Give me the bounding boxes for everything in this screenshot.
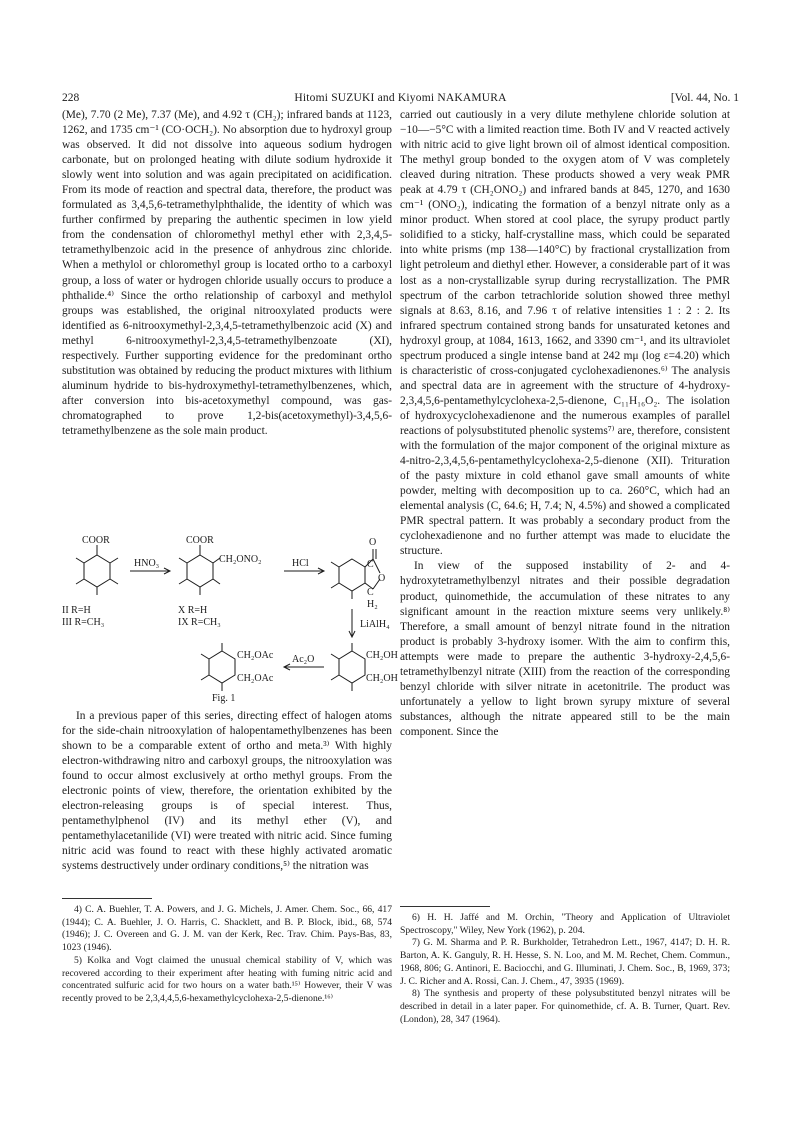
footnote-rule-left: [62, 898, 152, 899]
h2-label: H₂: [367, 599, 378, 610]
footnote: 6) H. H. Jaffé and M. Orchin, "Theory and Application of Ultraviolet Spectroscopy," Wiley, New York (1962), p. 204.: [400, 912, 730, 936]
footnote: 4) C. A. Buehler, T. A. Powers, and J. G. Michels, J. Amer. Chem. Soc., 66, 417 (1944); C. A. Buehler, J. O. Harris, C. Shacklett, and B. P. Block, ibid., 68, 574 (1946); J. C. Overeen and G. J. M. van der Kerk, Rec. Trav. Chim. Pays-Bas, 83, 1023 (1946).: [62, 904, 392, 954]
compound-x-label: X R=H: [178, 605, 208, 616]
ch2oac2-label: CH₂OAc: [237, 673, 274, 684]
left-column-top: [62, 108, 392, 439]
running-header: [62, 92, 739, 108]
reaction-scheme-figure: [62, 533, 398, 707]
footnote: 8) The synthesis and property of these polysubstituted benzyl nitrates will be described in detail in a later paper. For quinomethide, cf. A. B. Turner, Quart. Rev. (London), 28, 347 (1964).: [400, 988, 730, 1025]
paragraph: In view of the supposed instability of 2- and 4-hydroxytetramethylbenzyl nitrates and their possible degradation product, quinomethide, the accumulation of these nitrates to any significant amount in the reaction mixture seems very unlikely.⁸⁾ Therefore, a small amount of benzyl nitrate found in the nitration product is probably 3-hydroxy isomer. With the aim to confirm this, attempts were made to prepare the authentic 3-hydroxy-2,4,5,6-tetramethylbenzyl nitrate (XIII) from the reaction of the corresponding benzyl chloride with silver nitrate in acetonitrile. The product was unfortunately a yellow to light brown syrupy mixture of several substances, although the nitrate appeared still to be the main component. Since the: [400, 560, 730, 738]
hcl-label: HCl: [292, 558, 309, 569]
footnotes-left: [62, 904, 392, 1006]
cooh1-label: COOR: [82, 535, 110, 546]
footnotes-right: [400, 912, 730, 1026]
running-authors: Hitomi SUZUKI and Kiyomi NAKAMURA: [294, 92, 507, 104]
paragraph: In a previous paper of this series, directing effect of halogen atoms for the side-chain nitrooxylation of halopentamethylbenzenes has been shown to be a comparable extent of ortho and meta.³⁾ With highly electron-withdrawing nitro and carboxyl groups, the nitrooxylation was found to occur almost exclusively at ortho methyl groups. From the electronic points of view, therefore, the orientation exhibited by the electron-releasing groups is of special interest. Thus, pentamethylphenol (IV) and its methyl ether (V), and pentamethylacetanilide (VI) were treated with nitric acid. Since fuming nitric acid was found to react with these highly activated aromatic systems destructively under ordinary conditions,⁵⁾ the nitration was: [62, 710, 392, 873]
compound-ii-label: II R=H: [62, 605, 91, 616]
hno3-label: HNO₃: [134, 558, 160, 569]
compound-ix-label: IX R=CH₃: [178, 617, 221, 628]
cooh2-label: COOR: [186, 535, 214, 546]
lialh4-label: LiAlH₄: [360, 619, 390, 630]
c-ring-label: C: [367, 587, 374, 598]
reaction-scheme: [62, 533, 398, 707]
footnote: 5) Kolka and Vogt claimed the unusual chemical stability of V, which was recovered according to their experiment after heating with fuming nitric acid and concentrated sulfuric acid for two hours on a water bath.¹⁵⁾ However, their V was recently proved to be 2,3,4,4,5,6-hexamethylcyclohexa-2,5-dienone.¹⁶⁾: [62, 954, 392, 1004]
o-ring-label: O: [378, 573, 386, 584]
figure-caption: Fig. 1: [212, 693, 236, 704]
compound-iii-label: III R=CH₃: [62, 617, 105, 628]
ac2o-label: Ac₂O: [292, 654, 315, 665]
page-number: 228: [62, 92, 80, 104]
ch2oh1-label: CH₂OH: [366, 650, 398, 661]
footnote: 7) G. M. Sharma and P. R. Burkholder, Tetrahedron Lett., 1967, 4147; D. H. R. Barton, A. K. Ganguly, R. H. Hesse, S. N. Loo, and M. M. Rechet, Chem. Commun., 1968, 806; G. Antinori, E. Baciocchi, and G. Illuminati, J. Chem. Soc., B, 1969, 373; J. C. Richer and A. Rossi, Can. J. Chem., 47, 3935 (1969).: [400, 937, 730, 987]
paragraph: carried out cautiously in a very dilute methylene chloride solution at −10—−5°C with a limited reaction time. Both IV and V reacted actively with nitric acid to give light brown oil of almost identical composition. The methyl group bonded to the oxygen atom of V was completely cleaved during nitration. These products showed a very weak PMR peak at 4.79 τ (CH₂ONO₂) and infrared bands at 845, 1270, and 1630 cm⁻¹ (ONO₂), indicating the formation of a benzyl nitrate only as a minor product. When stored at cool place, the syrupy product partly solidified to a sticky, half-crystalline mass, which could be separated into white prisms (mp 138—140°C) by fractional crystallization from light petroleum and diethyl ether. However, a considerable part of it was lost as a non-crystallizable syrup during recrystallization. The PMR spectrum of the carbon tetrachloride solution showed three methyl signals at 8.63, 8.16, and 7.96 τ of relative intensities 1 : 2 : 2. Its infrared spectrum contained strong bands for unsaturated ketones and hydroxyl group, at 1084, 1613, 1662, and 3390 cm⁻¹, and its ultraviolet spectrum produced a single intense band at 242 mμ (log ε=4.20) which is characteristic of cross-conjugated cyclohexadienones.⁶⁾ The analysis and spectral data are in agreement with the structure of 4-hydroxy-2,3,4,5,6-pentamethylcyclohexa-2,5-dienone, C₁₁H₁₆O₂. The isolation of hydroxycyclohexadienone and the numerous examples of parallel reactions of polysubstituted phenolic systems⁷⁾ are, therefore, consistent with the formulation of the major component of the original mixture as 4-nitro-2,3,4,5,6-pentamethylcyclohexa-2,5-dienone (XII). Trituration of the pasty mixture in cold ethanol gave small amounts of white powder, melting with decomposition up to ca. 260°C, which had an elemental analysis (C, 64.6; H, 7.4; N, 4.5%) and showed a complicated PMR spectral pattern. It was probably a secondary product from the cyclohexadienone and no further attempt was made to elucidate the structure.: [400, 109, 730, 558]
ch2ono2-label: CH₂ONO₂: [219, 554, 262, 565]
c-top-label: C: [367, 559, 374, 570]
right-column: [400, 108, 730, 740]
ch2oac1-label: CH₂OAc: [237, 650, 274, 661]
volume-info: [Vol. 44, No. 1: [670, 92, 739, 104]
left-column-bottom: [62, 709, 392, 875]
o-top-label: O: [369, 537, 377, 548]
footnote-rule-right: [400, 906, 490, 907]
paragraph: (Me), 7.70 (2 Me), 7.37 (Me), and 4.92 τ (CH₂); infrared bands at 1123, 1262, and 1735 cm⁻¹ (CO·OCH₂). No absorption due to hydroxyl group was observed. It did not dissolve into aqueous sodium hydrogen carbonate, but on prolonged heating with dilute sodium hydroxide it slowly went into solution and was again precipitated on acidification. From its mode of reaction and spectral data, therefore, the product was formulated as 3,4,5,6-tetramethylphthalide, the identity of which was further confirmed by preparing the authentic specimen in low yield from the condensation of chloromethyl methyl ether with 2,3,4,5-tetramethylbenzoic acid in the presence of anhydrous zinc chloride. When a methylol or chloromethyl group is located ortho to a carboxyl group, a loss of water or hydrogen chloride usually occurs to produce a phthalide.⁴⁾ Since the ortho relationship of carboxyl and methylol groups was established, the original nitrooxylated products were identified as 6-nitrooxymethyl-2,3,4,5-tetramethylbenzoic acid (X) and methyl 6-nitrooxymethyl-2,3,4,5-tetramethylbenzoate (XI), respectively. Further supporting evidence for the predominant ortho substitution was obtained by reducing the product mixtures with lithium aluminum hydride to bis-hydroxymethyl-tetramethylbenzenes, which, after conversion into bis-acetoxymethyl compound, was gas-chromatographed to prove 1,2-bis(acetoxymethyl)-3,4,5,6-tetramethylbenzene as the sole main product.: [62, 109, 392, 437]
ch2oh2-label: CH₂OH: [366, 673, 398, 684]
